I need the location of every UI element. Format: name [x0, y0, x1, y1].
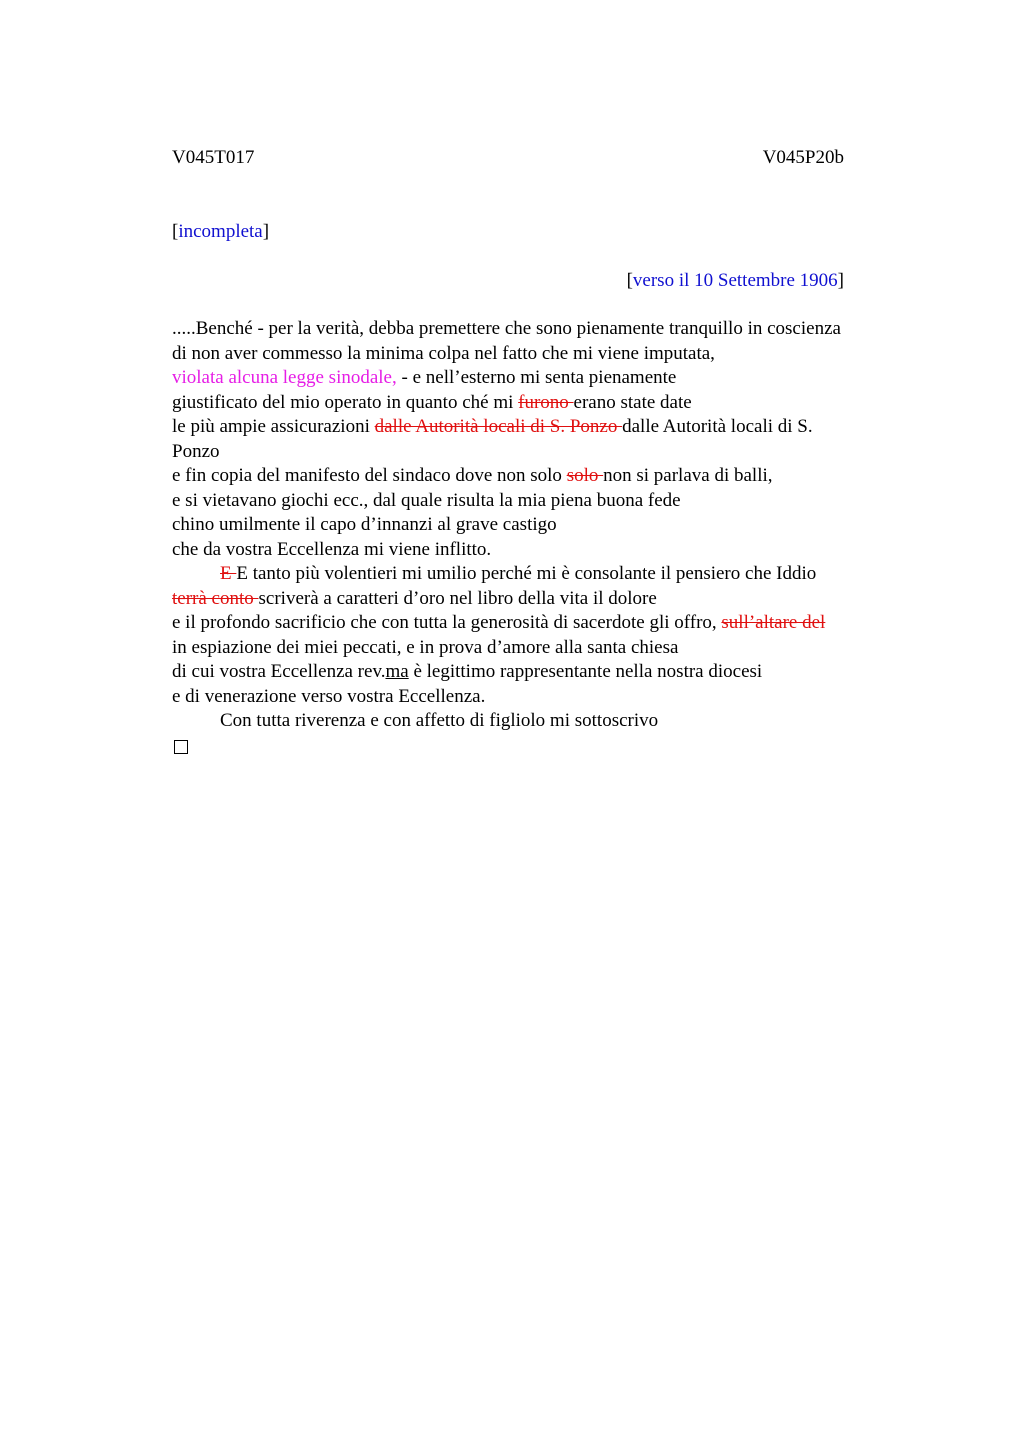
letter-body [172, 317, 902, 761]
body-line-3-rest: - e nell’esterno mi senta pienamente [396, 367, 677, 388]
document-page [172, 140, 902, 761]
body-line-12-b: scriverà a caratteri d’oro nel libro della vita il dolore [258, 587, 657, 609]
body-line-15-a: di cui vostra Eccellenza rev. [172, 661, 386, 682]
body-line-8: e si vietavano giochi ecc., dal quale risulta la mia piena buona fede [172, 489, 681, 511]
deleted-text: sull’altare del [721, 612, 826, 633]
body-line-1: .....Benché - per la verità, debba premettere che sono pienamente tranquillo in coscienza [172, 318, 841, 339]
note-bracket-close: ] [262, 221, 270, 242]
body-line-5-b: dalle Autorità locali di S. [622, 416, 813, 437]
body-line-9: chino umilmente il capo d’innanzi al grave castigo [172, 514, 557, 535]
body-line-11-b: E tanto più volentieri mi umilio perché mi è consolante il pensiero che Iddio [236, 563, 817, 584]
date-text: verso il 10 Settembre 1906 [632, 269, 838, 291]
incomplete-note [172, 220, 902, 245]
document-id: V045T017 [172, 147, 255, 168]
checkbox-square-icon [174, 740, 188, 754]
body-line-5 [172, 415, 902, 440]
body-line-7 [172, 464, 902, 489]
underlined-abbreviation: ma [385, 661, 409, 682]
header-row [172, 140, 902, 176]
body-line-15-b: è legittimo rappresentante nella nostra diocesi [408, 661, 763, 682]
body-line-7-b: non si parlava di balli, [603, 465, 773, 486]
body-line-15 [172, 660, 902, 685]
deleted-text: solo [566, 465, 604, 486]
insertion-text: violata alcuna legge sinodale, [172, 367, 397, 388]
date-bracket-open: [ [626, 269, 633, 291]
body-line-12 [172, 587, 902, 612]
body-line-7-a: e fin copia del manifesto del sindaco dove non solo [172, 465, 567, 486]
body-line-6: Ponzo [172, 440, 220, 462]
body-line-17: Con tutta riverenza e con affetto di figliolo mi sottoscrivo [220, 710, 659, 731]
body-line-2: di non aver commesso la minima colpa nel fatto che mi viene imputata, [172, 342, 715, 364]
date-bracket-close: ] [837, 269, 844, 291]
deleted-text: dalle Autorità locali di S. Ponzo [374, 416, 623, 437]
deleted-text: furono [518, 391, 574, 413]
body-line-4 [172, 391, 902, 416]
date-line [172, 269, 902, 294]
body-line-16: e di venerazione verso vostra Eccellenza. [172, 685, 486, 707]
body-line-13 [172, 611, 902, 636]
body-line-4-b: erano state date [573, 391, 692, 413]
body-line-14: in espiazione dei miei peccati, e in prova d’amore alla santa chiesa [172, 636, 679, 658]
body-line-4-a: giustificato del mio operato in quanto ché mi [172, 391, 519, 413]
body-line-11 [172, 562, 902, 587]
body-line-13-a: e il profondo sacrificio che con tutta la generosità di sacerdote gli offro, [172, 612, 722, 633]
deleted-text: terrà conto [172, 587, 259, 609]
body-line-3 [172, 366, 902, 391]
body-line-10: che da vostra Eccellenza mi viene inflitto. [172, 538, 492, 560]
note-text: incompleta [178, 221, 263, 242]
deleted-text: E [220, 563, 237, 584]
note-bracket-open: [ [172, 221, 179, 242]
page-id: V045P20b [762, 147, 844, 168]
body-line-5-a: le più ampie assicurazioni [172, 416, 375, 437]
